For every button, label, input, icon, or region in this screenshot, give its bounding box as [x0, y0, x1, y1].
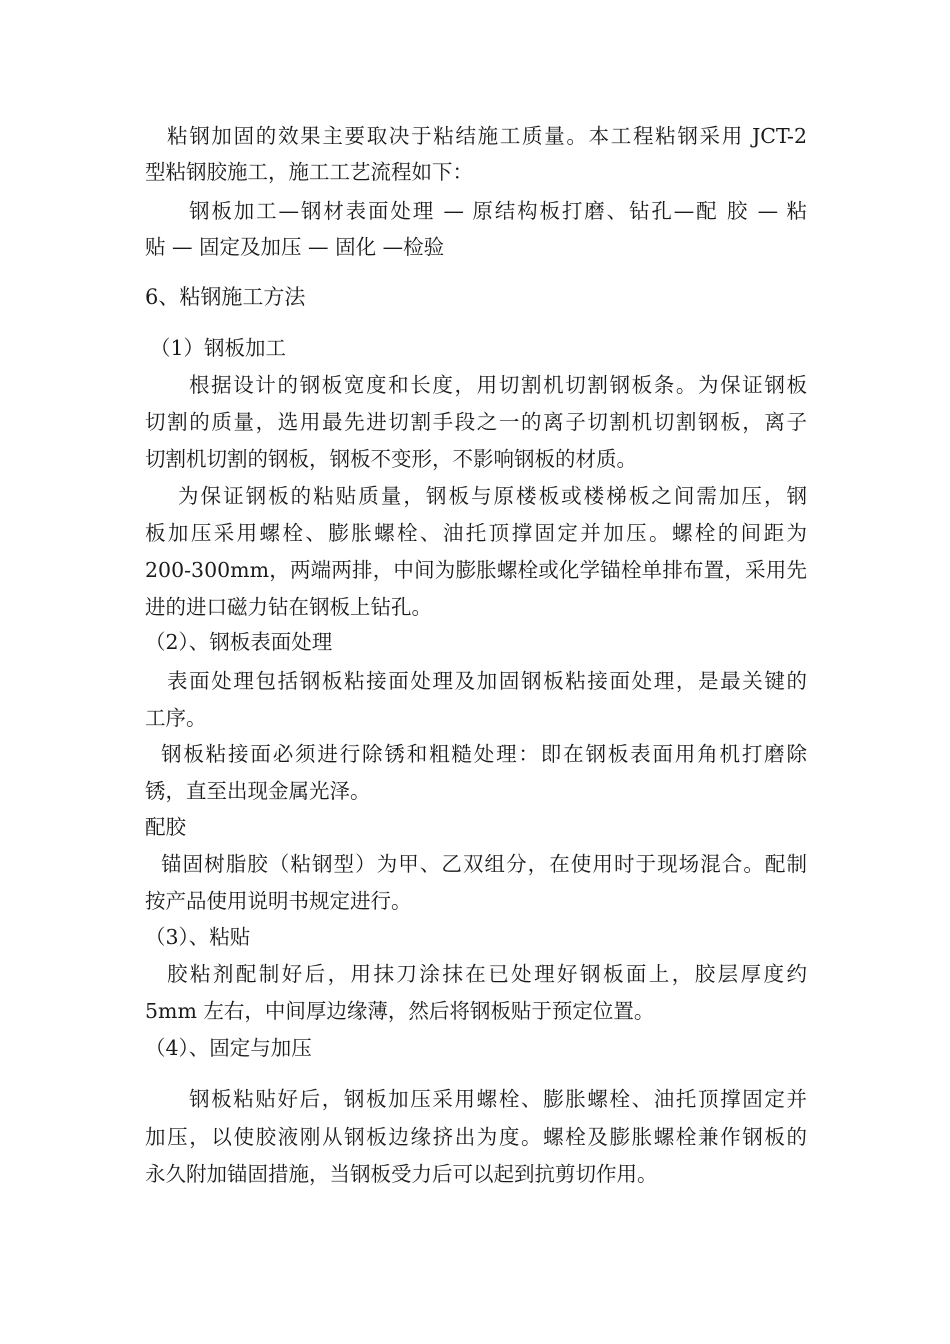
subsection-heading-1: （1）钢板加工	[150, 336, 287, 360]
paragraph-line: 板加压采用螺栓、膨胀螺栓、油托顶撑固定并加压。螺栓的间距为	[145, 521, 807, 545]
paragraph-line: 切割机切割的钢板，钢板不变形，不影响钢板的材质。	[145, 447, 637, 471]
paragraph-line: 锈，直至出现金属光泽。	[145, 779, 371, 803]
paragraph-line: 切割的质量，选用最先进切割手段之一的离子切割机切割钢板，离子	[145, 410, 807, 434]
paragraph-line: 进的进口磁力钻在钢板上钻孔。	[145, 595, 432, 619]
paragraph-line: 按产品使用说明书规定进行。	[145, 889, 412, 913]
paragraph-line: 为保证钢板的粘贴质量，钢板与原楼板或楼梯板之间需加压，钢	[178, 484, 807, 508]
paragraph-line: 钢板粘贴好后，钢板加压采用螺栓、膨胀螺栓、油托顶撑固定并	[189, 1087, 807, 1111]
section-heading: 6、粘钢施工方法	[145, 285, 306, 309]
paragraph-line: 工序。	[145, 706, 207, 730]
paragraph-line: 永久附加锚固措施，当钢板受力后可以起到抗剪切作用。	[145, 1162, 658, 1186]
paragraph-line: 5mm 左右，中间厚边缘薄，然后将钢板贴于预定位置。	[145, 999, 655, 1023]
paragraph-line: 加压，以使胶液刚从钢板边缘挤出为度。螺栓及膨胀螺栓兼作钢板的	[145, 1125, 807, 1149]
paragraph-line: 200-300mm，两端两排，中间为膨胀螺栓或化学锚栓单排布置，采用先	[145, 558, 807, 582]
paragraph-line: 根据设计的钢板宽度和长度，用切割机切割钢板条。为保证钢板	[189, 373, 807, 397]
glue-heading: 配胶	[145, 815, 186, 839]
subsection-heading-4: （4）、固定与加压	[145, 1036, 312, 1060]
process-flow-line-1: 钢板加工—钢材表面处理 — 原结构板打磨、钻孔—配 胶 — 粘	[189, 199, 807, 223]
process-flow-line-2: 贴 — 固定及加压 — 固化 —检验	[145, 235, 445, 259]
paragraph-line: 钢板粘接面必须进行除锈和粗糙处理：即在钢板表面用角机打磨除	[161, 742, 807, 766]
intro-line-1: 粘钢加固的效果主要取决于粘结施工质量。本工程粘钢采用 JCT-2	[167, 124, 807, 148]
subsection-heading-3: （3）、粘贴	[145, 925, 251, 949]
subsection-heading-2: （2）、钢板表面处理	[145, 630, 333, 654]
paragraph-line: 表面处理包括钢板粘接面处理及加固钢板粘接面处理，是最关键的	[167, 669, 807, 693]
paragraph-line: 胶粘剂配制好后，用抹刀涂抹在已处理好钢板面上，胶层厚度约	[167, 962, 807, 986]
intro-line-2: 型粘钢胶施工，施工工艺流程如下：	[145, 160, 473, 184]
paragraph-line: 锚固树脂胶（粘钢型）为甲、乙双组分，在使用时于现场混合。配制	[161, 852, 807, 876]
